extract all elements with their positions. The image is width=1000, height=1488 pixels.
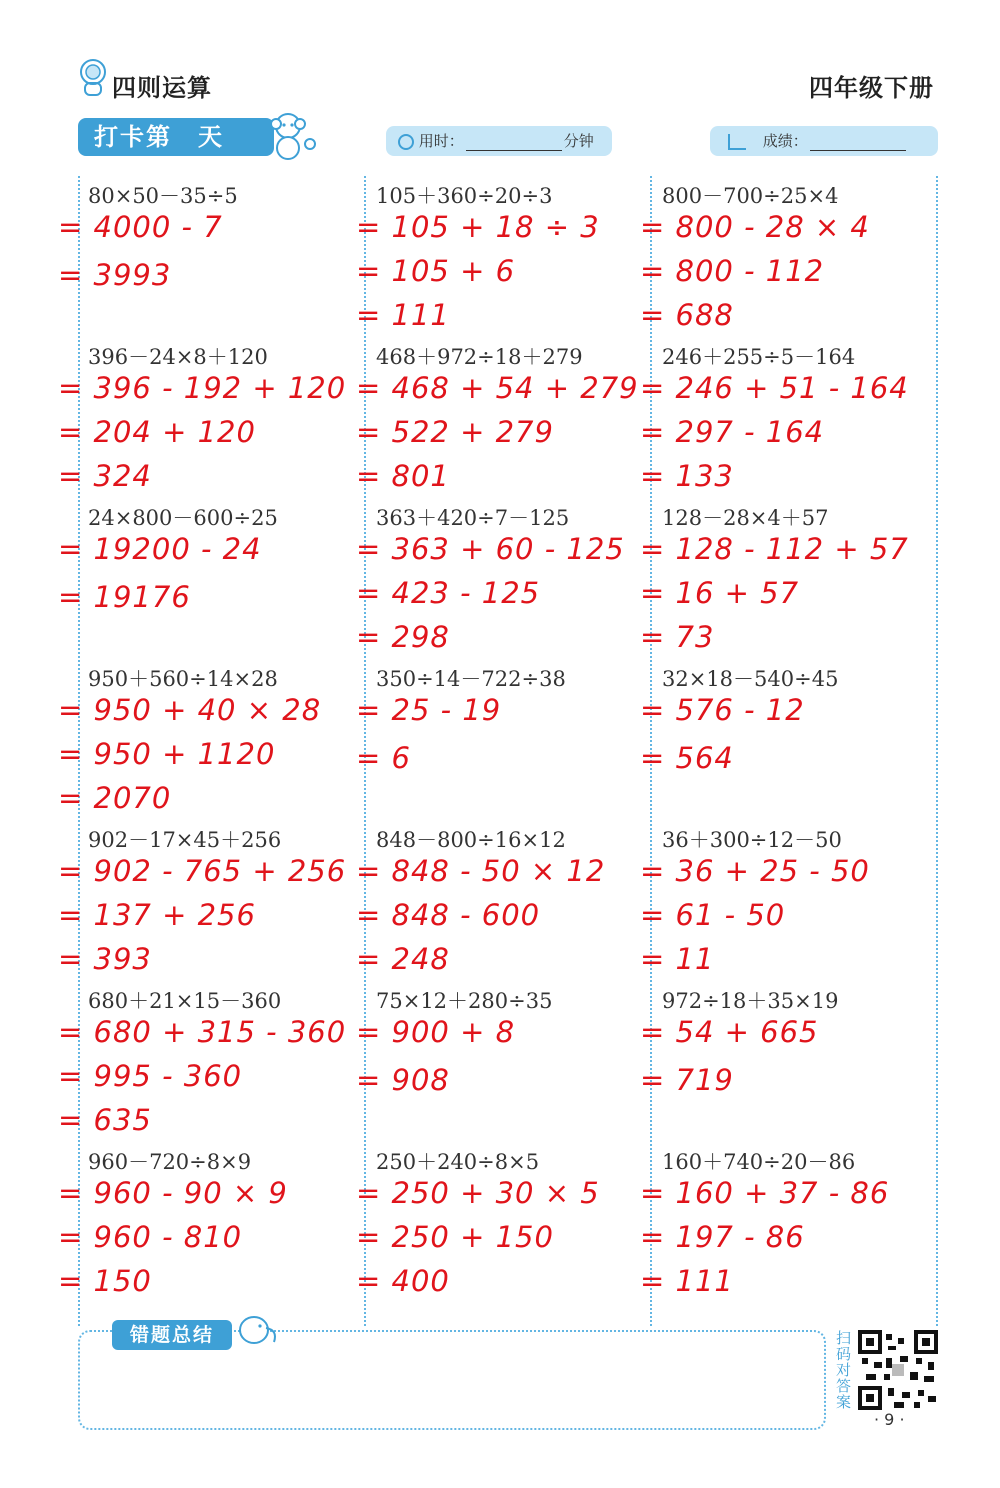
handwritten-step: = 128 - 112 + 57: [640, 532, 909, 566]
handwritten-step: = 248: [356, 942, 450, 976]
handwritten-step: = 3993: [58, 258, 172, 292]
handwritten-step: = 468 + 54 + 279: [356, 371, 639, 405]
problem-expression: 680＋21×15－360: [88, 989, 282, 1013]
handwritten-step: = 197 - 86: [640, 1220, 805, 1254]
handwritten-step: = 54 + 665: [640, 1015, 819, 1049]
time-input-line[interactable]: [466, 132, 562, 151]
mistake-summary-label: 错题总结: [112, 1320, 232, 1350]
handwritten-step: = 848 - 50 × 12: [356, 854, 606, 888]
handwritten-step: = 25 - 19: [356, 693, 502, 727]
handwritten-step: = 522 + 279: [356, 415, 554, 449]
problem-expression: 36＋300÷12－50: [662, 828, 842, 852]
handwritten-step: = 19176: [58, 580, 191, 614]
qr-caption: 扫码对答案: [836, 1329, 852, 1411]
handwritten-step: = 635: [58, 1103, 152, 1137]
problem-expression: 363＋420÷7－125: [376, 506, 570, 530]
handwritten-step: = 950 + 1120: [58, 737, 276, 771]
problem-expression: 950＋560÷14×28: [88, 667, 278, 691]
problem-expression: 960－720÷8×9: [88, 1150, 252, 1174]
problem-expression: 24×800－600÷25: [88, 506, 278, 530]
time-unit: 分钟: [563, 132, 594, 150]
handwritten-step: = 4000 - 7: [58, 210, 223, 244]
header-subject: 四则运算: [112, 74, 212, 102]
handwritten-step: = 105 + 18 ÷ 3: [356, 210, 600, 244]
handwritten-step: = 111: [640, 1264, 734, 1298]
handwritten-step: = 61 - 50: [640, 898, 786, 932]
time-label: 用时：: [418, 132, 464, 150]
handwritten-step: = 719: [640, 1063, 734, 1097]
column-divider: [936, 176, 938, 1326]
handwritten-step: = 800 - 28 × 4: [640, 210, 870, 244]
handwritten-step: = 393: [58, 942, 152, 976]
problem-expression: 75×12＋280÷35: [376, 989, 553, 1013]
handwritten-step: = 800 - 112: [640, 254, 825, 288]
problem-expression: 902－17×45＋256: [88, 828, 282, 852]
problem-expression: 972÷18＋35×19: [662, 989, 839, 1013]
handwritten-step: = 950 + 40 × 28: [58, 693, 322, 727]
handwritten-step: = 36 + 25 - 50: [640, 854, 870, 888]
handwritten-step: = 324: [58, 459, 152, 493]
problem-expression: 105＋360÷20÷3: [376, 184, 553, 208]
handwritten-step: = 960 - 810: [58, 1220, 243, 1254]
problem-expression: 246＋255÷5－164: [662, 345, 856, 369]
time-box: [386, 126, 612, 156]
handwritten-step: = 400: [356, 1264, 450, 1298]
header-grade: 四年级下册: [809, 74, 934, 102]
problem-expression: 396－24×8＋120: [88, 345, 268, 369]
elephant-icon: [234, 1312, 282, 1348]
monkey-mascot-icon: [262, 110, 318, 162]
handwritten-step: = 908: [356, 1063, 450, 1097]
handwritten-step: = 960 - 90 × 9: [58, 1176, 288, 1210]
handwritten-step: = 160 + 37 - 86: [640, 1176, 890, 1210]
checkin-banner: 打卡第 天: [78, 118, 274, 156]
score-box: [710, 126, 938, 156]
problem-expression: 848－800÷16×12: [376, 828, 566, 852]
problem-expression: 128－28×4＋57: [662, 506, 829, 530]
qr-code[interactable]: [858, 1330, 938, 1410]
page-number: · 9 ·: [874, 1410, 905, 1429]
handwritten-step: = 396 - 192 + 120: [58, 371, 347, 405]
handwritten-step: = 246 + 51 - 164: [640, 371, 909, 405]
chart-icon: [728, 134, 746, 150]
handwritten-step: = 801: [356, 459, 450, 493]
score-label: 成绩：: [762, 132, 808, 150]
handwritten-step: = 73: [640, 620, 715, 654]
handwritten-step: = 423 - 125: [356, 576, 541, 610]
handwritten-step: = 11: [640, 942, 715, 976]
handwritten-step: = 900 + 8: [356, 1015, 516, 1049]
problem-expression: 350÷14－722÷38: [376, 667, 566, 691]
handwritten-step: = 133: [640, 459, 734, 493]
handwritten-step: = 902 - 765 + 256: [58, 854, 347, 888]
handwritten-step: = 19200 - 24: [58, 532, 262, 566]
problem-expression: 250＋240÷8×5: [376, 1150, 540, 1174]
handwritten-step: = 137 + 256: [58, 898, 256, 932]
handwritten-step: = 576 - 12: [640, 693, 805, 727]
handwritten-step: = 111: [356, 298, 450, 332]
problem-expression: 468＋972÷18＋279: [376, 345, 583, 369]
lion-mascot-icon: [78, 58, 108, 96]
handwritten-step: = 680 + 315 - 360: [58, 1015, 347, 1049]
handwritten-step: = 6: [356, 741, 411, 775]
handwritten-step: = 2070: [58, 781, 172, 815]
handwritten-step: = 298: [356, 620, 450, 654]
problem-expression: 800－700÷25×4: [662, 184, 839, 208]
handwritten-step: = 995 - 360: [58, 1059, 243, 1093]
problem-expression: 32×18－540÷45: [662, 667, 839, 691]
handwritten-step: = 250 + 150: [356, 1220, 554, 1254]
handwritten-step: = 848 - 600: [356, 898, 541, 932]
handwritten-step: = 105 + 6: [356, 254, 516, 288]
clock-icon: [398, 134, 414, 150]
handwritten-step: = 297 - 164: [640, 415, 825, 449]
handwritten-step: = 688: [640, 298, 734, 332]
handwritten-step: = 250 + 30 × 5: [356, 1176, 600, 1210]
handwritten-step: = 564: [640, 741, 734, 775]
handwritten-step: = 16 + 57: [640, 576, 800, 610]
problem-expression: 160＋740÷20－86: [662, 1150, 856, 1174]
handwritten-step: = 150: [58, 1264, 152, 1298]
score-input-line[interactable]: [810, 132, 906, 151]
handwritten-step: = 204 + 120: [58, 415, 256, 449]
handwritten-step: = 363 + 60 - 125: [356, 532, 625, 566]
problem-expression: 80×50－35÷5: [88, 184, 238, 208]
